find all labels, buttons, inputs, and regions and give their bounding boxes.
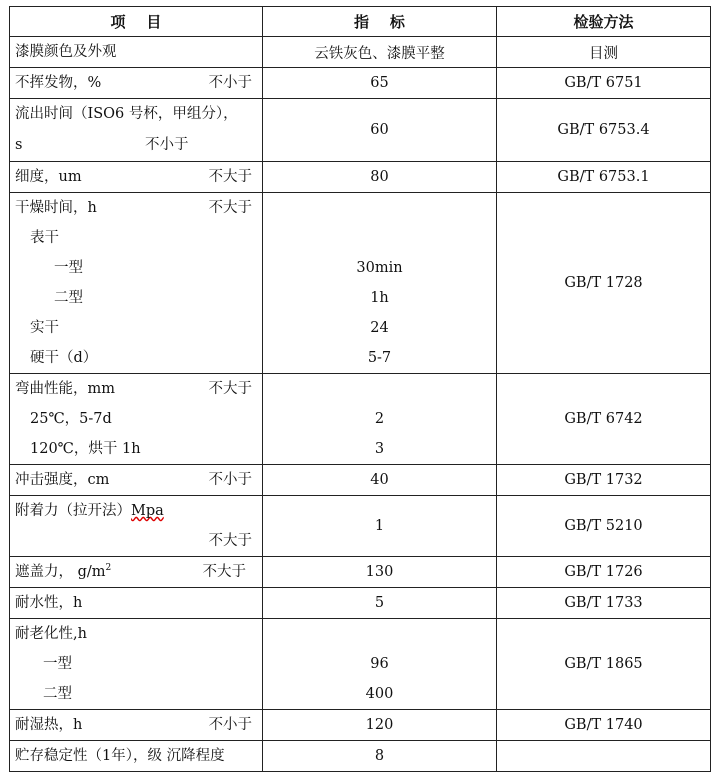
row-value: 8 [263, 741, 497, 772]
sub-label: 表干 [30, 230, 59, 246]
table-row [10, 465, 711, 496]
sub-label: 实干 [30, 320, 59, 336]
row-qualifier: 不小于 [145, 137, 189, 153]
row-qualifier: 不大于 [202, 564, 246, 580]
row-value: 30min [356, 260, 403, 276]
row-value: 60 [263, 99, 497, 162]
sub-label: 一型 [43, 656, 72, 672]
table-row [10, 619, 711, 710]
row-value: 400 [365, 686, 394, 702]
row-unit: s [15, 137, 23, 153]
table-row [10, 193, 711, 374]
sub-label: 25℃，5-7d [30, 411, 112, 427]
row-qualifier: 不大于 [208, 169, 252, 185]
row-method: GB/T 6753.4 [497, 99, 711, 162]
row-method: GB/T 1733 [497, 588, 711, 619]
row-name: 细度，um [15, 169, 82, 185]
row-method: GB/T 1726 [497, 557, 711, 588]
row-method: GB/T 1728 [497, 193, 711, 374]
sub-label: 二型 [54, 290, 83, 306]
row-method [497, 741, 711, 772]
row-name: 弯曲性能，mm [15, 381, 115, 397]
row-value: 24 [370, 320, 389, 336]
row-value: 80 [263, 162, 497, 193]
row-method: GB/T 6753.1 [497, 162, 711, 193]
row-name: 不挥发物，% [15, 75, 102, 91]
row-value: 130 [263, 557, 497, 588]
table-row [10, 588, 711, 619]
table-row [10, 557, 711, 588]
row-qualifier: 不大于 [208, 533, 252, 549]
row-value: 40 [263, 465, 497, 496]
table-row [10, 496, 711, 557]
sub-label: 一型 [54, 260, 83, 276]
row-name: 耐老化性,h [15, 626, 87, 642]
row-value: 120 [263, 710, 497, 741]
table-header-row [10, 7, 711, 37]
row-qualifier: 不大于 [208, 200, 252, 216]
row-value: 5-7 [367, 350, 392, 366]
row-name: 流出时间（ISO6 号杯，甲组分）， [15, 106, 238, 122]
row-method: GB/T 1732 [497, 465, 711, 496]
row-value: 2 [374, 411, 385, 427]
row-value: 1h [370, 290, 389, 306]
row-method: GB/T 6751 [497, 68, 711, 99]
header-item: 项 目 [10, 7, 263, 37]
row-value: 3 [374, 441, 385, 457]
row-method: GB/T 1865 [497, 619, 711, 710]
row-name: 漆膜颜色及外观 [15, 44, 117, 60]
table-row [10, 741, 711, 772]
row-name: 贮存稳定性（1年），级 沉降程度 [15, 748, 225, 764]
table-row [10, 162, 711, 193]
row-name: 干燥时间，h [15, 200, 97, 216]
row-unit-exponent: 2 [105, 563, 112, 574]
row-method: GB/T 1740 [497, 710, 711, 741]
sub-label: 120℃，烘干 1h [30, 441, 141, 457]
table-row [10, 374, 711, 465]
row-name: 耐水性，h [15, 595, 83, 611]
row-qualifier: 不小于 [208, 75, 252, 91]
row-name: 附着力（拉开法） [15, 503, 131, 519]
row-qualifier: 不小于 [208, 472, 252, 488]
row-method: 目测 [497, 37, 711, 68]
row-unit: Mpa [131, 503, 164, 519]
table-row [10, 68, 711, 99]
table-row [10, 99, 711, 162]
table-row [10, 37, 711, 68]
row-value: 云铁灰色、漆膜平整 [263, 37, 497, 68]
row-qualifier: 不大于 [208, 381, 252, 397]
row-name: 冲击强度，cm [15, 472, 110, 488]
table-row [10, 710, 711, 741]
row-method: GB/T 6742 [497, 374, 711, 465]
sub-label: 硬干（d） [30, 350, 98, 366]
row-qualifier: 不小于 [208, 717, 252, 733]
row-value: 96 [370, 656, 389, 672]
row-name: 耐湿热，h [15, 717, 83, 733]
sub-label: 二型 [43, 686, 72, 702]
row-value: 65 [263, 68, 497, 99]
row-value: 5 [263, 588, 497, 619]
header-index: 指 标 [263, 7, 497, 37]
header-method: 检验方法 [497, 7, 711, 37]
spec-table [9, 6, 711, 772]
row-method: GB/T 5210 [497, 496, 711, 557]
row-name: 遮盖力， g/m [15, 564, 106, 580]
row-value: 1 [263, 496, 497, 557]
